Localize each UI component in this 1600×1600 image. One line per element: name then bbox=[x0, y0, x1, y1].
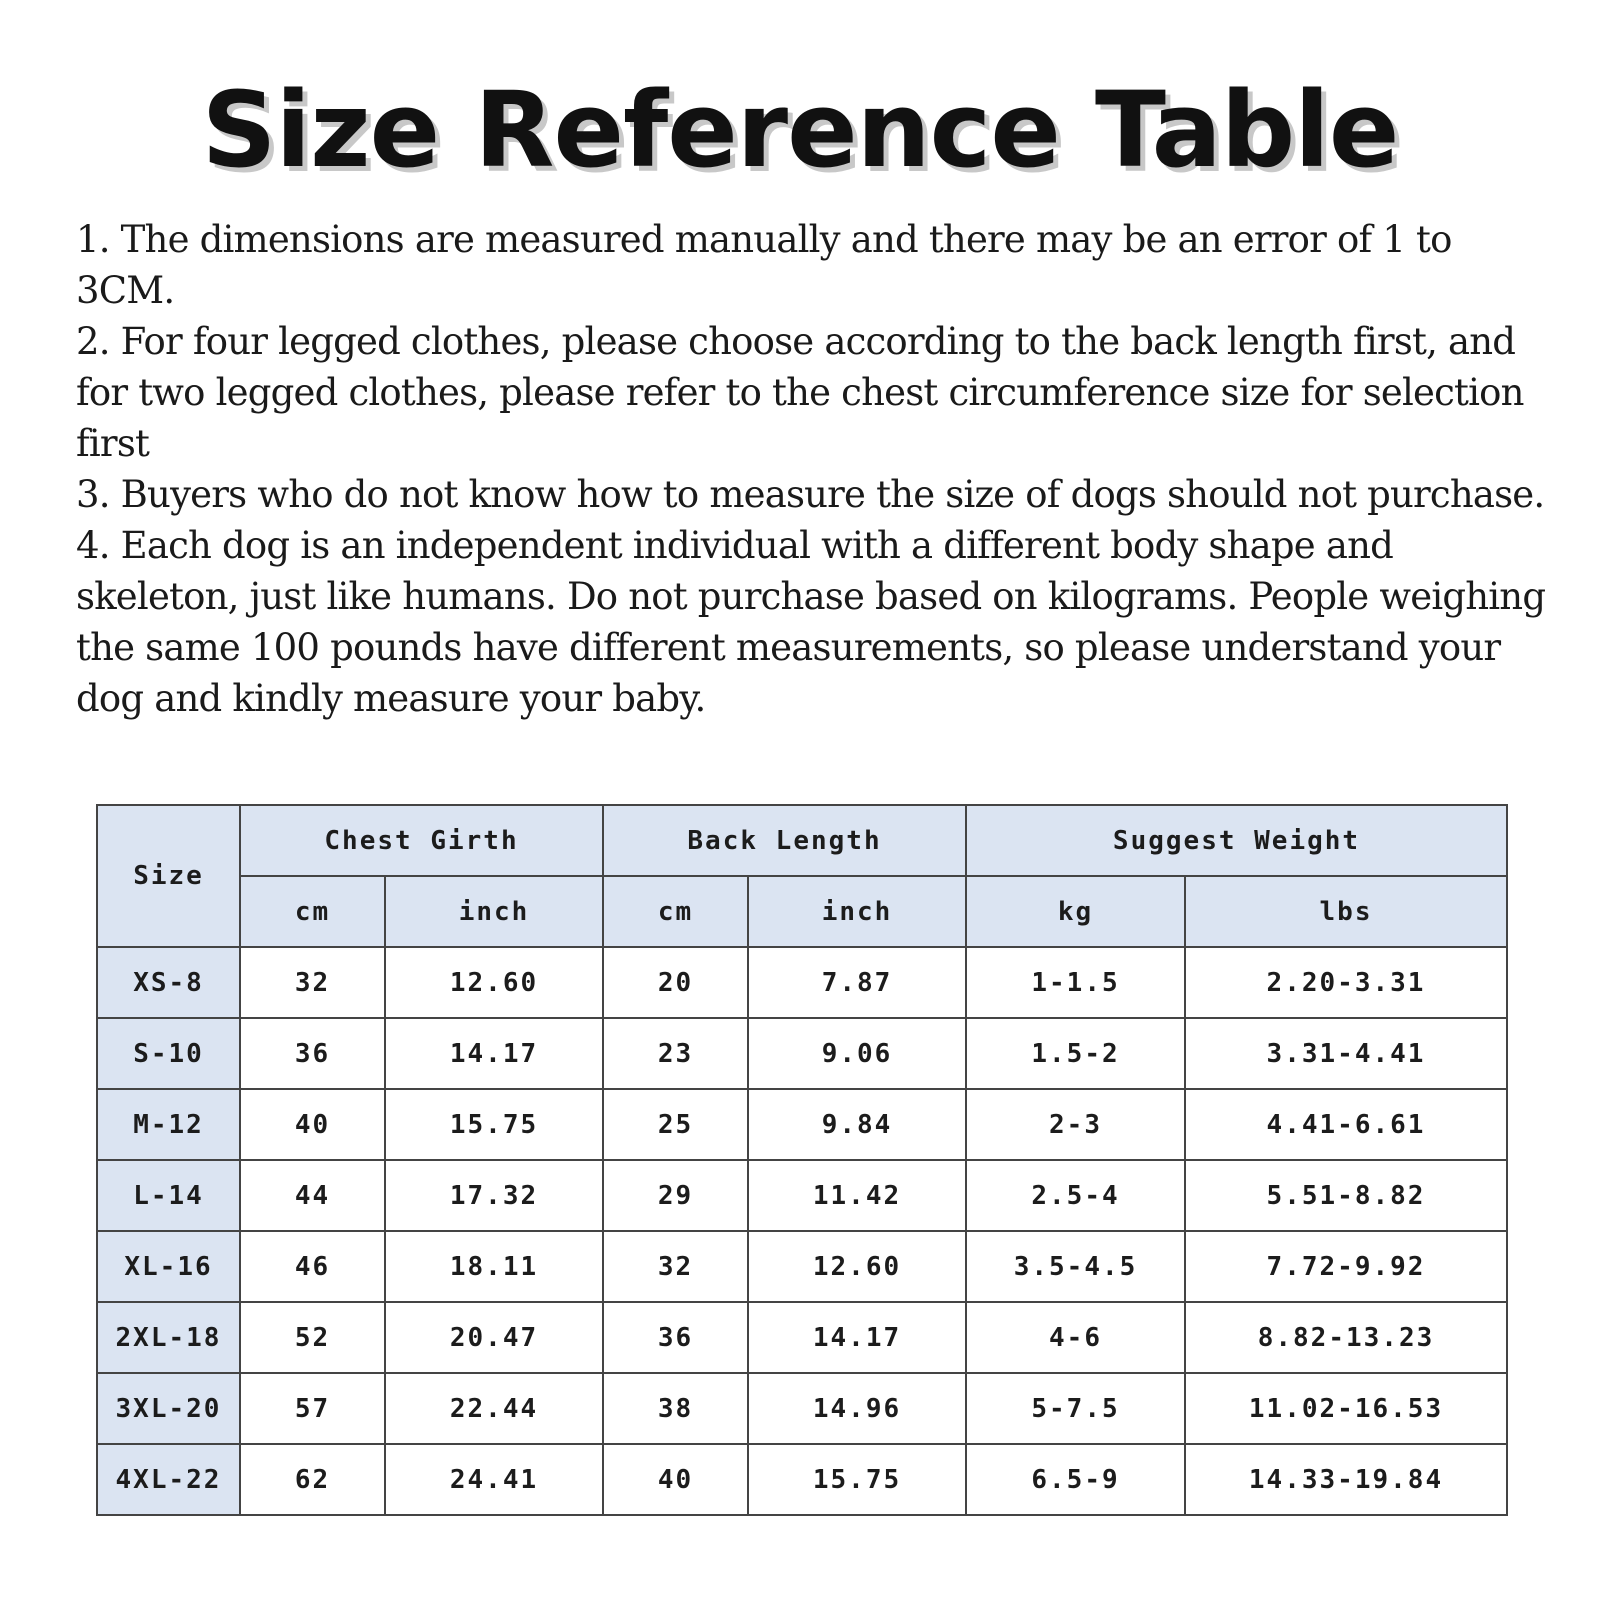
cell-weight-lbs: 4.41-6.61 bbox=[1185, 1089, 1507, 1160]
cell-weight-kg: 1.5-2 bbox=[966, 1018, 1185, 1089]
subheader-chest-cm: cm bbox=[240, 876, 385, 947]
cell-back-cm: 23 bbox=[603, 1018, 748, 1089]
cell-size: XL-16 bbox=[97, 1231, 240, 1302]
cell-chest-inch: 20.47 bbox=[385, 1302, 603, 1373]
cell-chest-inch: 24.41 bbox=[385, 1444, 603, 1515]
cell-back-inch: 14.96 bbox=[748, 1373, 966, 1444]
subheader-weight-kg: kg bbox=[966, 876, 1185, 947]
subheader-back-cm: cm bbox=[603, 876, 748, 947]
note-item: 3. Buyers who do not know how to measure the size of dogs should not purchase. bbox=[76, 473, 1545, 516]
cell-weight-kg: 2-3 bbox=[966, 1089, 1185, 1160]
cell-chest-cm: 46 bbox=[240, 1231, 385, 1302]
table-row bbox=[97, 1160, 1507, 1231]
cell-chest-inch: 22.44 bbox=[385, 1373, 603, 1444]
cell-size: M-12 bbox=[97, 1089, 240, 1160]
table-row bbox=[97, 1089, 1507, 1160]
cell-chest-inch: 14.17 bbox=[385, 1018, 603, 1089]
cell-weight-kg: 4-6 bbox=[966, 1302, 1185, 1373]
cell-back-inch: 15.75 bbox=[748, 1444, 966, 1515]
cell-size: 4XL-22 bbox=[97, 1444, 240, 1515]
subheader-weight-lbs: lbs bbox=[1185, 876, 1507, 947]
cell-weight-lbs: 14.33-19.84 bbox=[1185, 1444, 1507, 1515]
header-row-units bbox=[97, 876, 1507, 947]
cell-back-cm: 40 bbox=[603, 1444, 748, 1515]
cell-chest-cm: 40 bbox=[240, 1089, 385, 1160]
cell-weight-kg: 2.5-4 bbox=[966, 1160, 1185, 1231]
cell-size: XS-8 bbox=[97, 947, 240, 1018]
table-row bbox=[97, 947, 1507, 1018]
cell-back-cm: 25 bbox=[603, 1089, 748, 1160]
cell-weight-kg: 1-1.5 bbox=[966, 947, 1185, 1018]
cell-back-inch: 14.17 bbox=[748, 1302, 966, 1373]
cell-weight-lbs: 5.51-8.82 bbox=[1185, 1160, 1507, 1231]
cell-chest-cm: 62 bbox=[240, 1444, 385, 1515]
cell-weight-lbs: 2.20-3.31 bbox=[1185, 947, 1507, 1018]
header-back-length: Back Length bbox=[603, 805, 966, 876]
cell-chest-inch: 17.32 bbox=[385, 1160, 603, 1231]
cell-back-cm: 20 bbox=[603, 947, 748, 1018]
page-title: Size Reference Table bbox=[201, 69, 1399, 191]
cell-weight-kg: 5-7.5 bbox=[966, 1373, 1185, 1444]
cell-size: L-14 bbox=[97, 1160, 240, 1231]
notes-list bbox=[76, 214, 1546, 724]
cell-size: 3XL-20 bbox=[97, 1373, 240, 1444]
table-body bbox=[97, 947, 1507, 1515]
cell-back-cm: 36 bbox=[603, 1302, 748, 1373]
table-row bbox=[97, 1444, 1507, 1515]
cell-weight-kg: 6.5-9 bbox=[966, 1444, 1185, 1515]
header-size: Size bbox=[97, 805, 240, 947]
cell-weight-lbs: 11.02-16.53 bbox=[1185, 1373, 1507, 1444]
note-item: 2. For four legged clothes, please choose according to the back length first, and for two legged clothes, please refer to the chest circumference size for selection first bbox=[76, 320, 1524, 465]
table-row bbox=[97, 1373, 1507, 1444]
size-table bbox=[96, 804, 1508, 1516]
table-row bbox=[97, 1302, 1507, 1373]
cell-chest-cm: 36 bbox=[240, 1018, 385, 1089]
cell-back-inch: 11.42 bbox=[748, 1160, 966, 1231]
subheader-back-inch: inch bbox=[748, 876, 966, 947]
cell-size: 2XL-18 bbox=[97, 1302, 240, 1373]
cell-back-inch: 12.60 bbox=[748, 1231, 966, 1302]
note-item: 1. The dimensions are measured manually and there may be an error of 1 to 3CM. bbox=[76, 218, 1452, 312]
cell-back-cm: 32 bbox=[603, 1231, 748, 1302]
cell-chest-cm: 57 bbox=[240, 1373, 385, 1444]
cell-back-inch: 9.06 bbox=[748, 1018, 966, 1089]
cell-chest-cm: 52 bbox=[240, 1302, 385, 1373]
cell-back-cm: 38 bbox=[603, 1373, 748, 1444]
cell-weight-lbs: 7.72-9.92 bbox=[1185, 1231, 1507, 1302]
cell-back-inch: 9.84 bbox=[748, 1089, 966, 1160]
cell-chest-inch: 12.60 bbox=[385, 947, 603, 1018]
subheader-chest-inch: inch bbox=[385, 876, 603, 947]
table-row bbox=[97, 1231, 1507, 1302]
cell-chest-cm: 44 bbox=[240, 1160, 385, 1231]
cell-weight-lbs: 3.31-4.41 bbox=[1185, 1018, 1507, 1089]
cell-weight-lbs: 8.82-13.23 bbox=[1185, 1302, 1507, 1373]
cell-back-cm: 29 bbox=[603, 1160, 748, 1231]
cell-chest-cm: 32 bbox=[240, 947, 385, 1018]
header-chest-girth: Chest Girth bbox=[240, 805, 603, 876]
cell-chest-inch: 15.75 bbox=[385, 1089, 603, 1160]
header-suggest-weight: Suggest Weight bbox=[966, 805, 1507, 876]
note-item: 4. Each dog is an independent individual with a different body shape and skeleton, just like humans. Do not purchase based on kilograms. People weighing the same 100 pounds have different measurements, so please understand your dog and kindly measure your baby. bbox=[76, 524, 1546, 720]
cell-chest-inch: 18.11 bbox=[385, 1231, 603, 1302]
table-row bbox=[97, 1018, 1507, 1089]
cell-back-inch: 7.87 bbox=[748, 947, 966, 1018]
cell-weight-kg: 3.5-4.5 bbox=[966, 1231, 1185, 1302]
header-row-groups bbox=[97, 805, 1507, 876]
cell-size: S-10 bbox=[97, 1018, 240, 1089]
